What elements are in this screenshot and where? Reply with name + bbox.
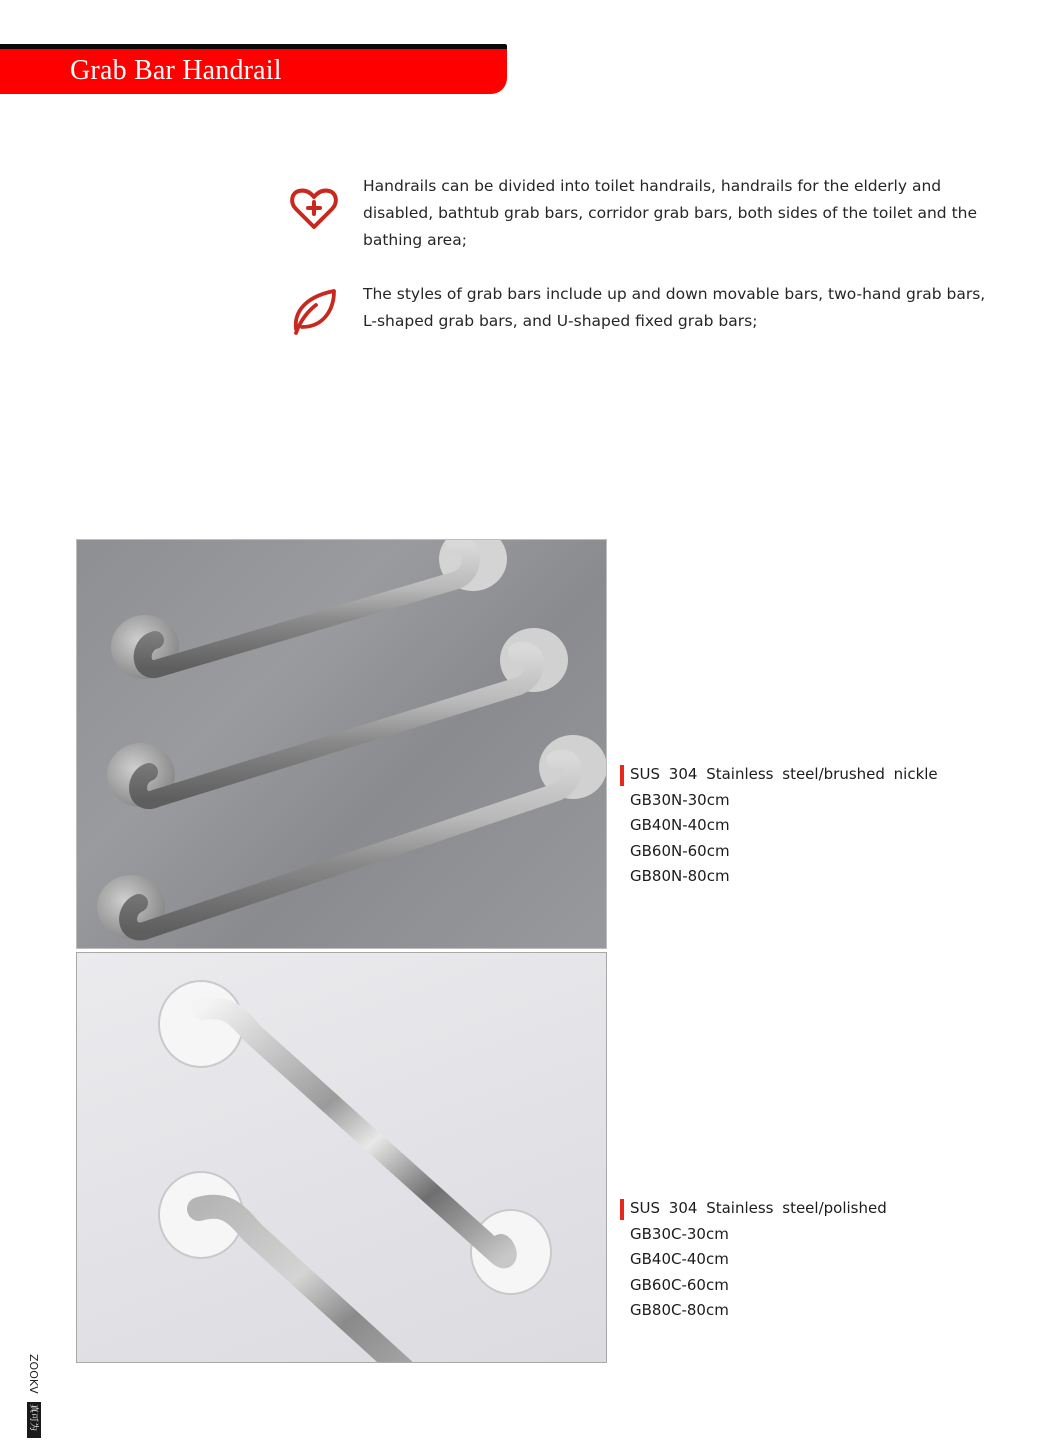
product-photo-polished — [76, 952, 607, 1363]
accent-marker — [620, 1199, 624, 1220]
spec-model: GB80N-80cm — [630, 867, 730, 885]
product-spec-brushed — [620, 762, 1040, 890]
spec-model: GB40C-40cm — [630, 1250, 729, 1268]
spec-title: SUS 304 Stainless steel/polished — [630, 1199, 887, 1217]
spec-model: GB60C-60cm — [630, 1275, 729, 1294]
spec-model: GB30N-30cm — [630, 790, 730, 809]
product-spec-polished — [620, 1196, 1040, 1324]
svg-text:ZOOKV: ZOOKV — [27, 1354, 40, 1394]
section-title: Grab Bar Handrail — [70, 55, 282, 86]
leaf-icon — [286, 283, 342, 339]
feature-text: The styles of grab bars include up and down movable bars, two-hand grab bars, L-shaped grab bars, and U-shaped fixed grab bars; — [363, 285, 986, 330]
brand-logo — [26, 1352, 42, 1438]
feature-item — [286, 173, 1006, 263]
spec-title: SUS 304 Stainless steel/brushed nickle — [630, 765, 938, 783]
spec-model: GB30C-30cm — [630, 1224, 729, 1243]
heart-plus-icon — [286, 181, 342, 237]
product-photo-brushed — [76, 539, 607, 949]
section-header-bar — [0, 44, 507, 94]
accent-marker — [620, 765, 624, 786]
feature-text: Handrails can be divided into toilet handrails, handrails for the elderly and disabled, bathtub grab bars, corridor grab bars, both sides of the toilet and the bathing area; — [363, 177, 978, 249]
svg-text:真可为: 真可为 — [28, 1404, 38, 1432]
spec-model: GB80C-80cm — [630, 1301, 729, 1319]
spec-model: GB40N-40cm — [630, 816, 730, 834]
feature-item — [286, 281, 1006, 341]
spec-model: GB60N-60cm — [630, 841, 730, 860]
